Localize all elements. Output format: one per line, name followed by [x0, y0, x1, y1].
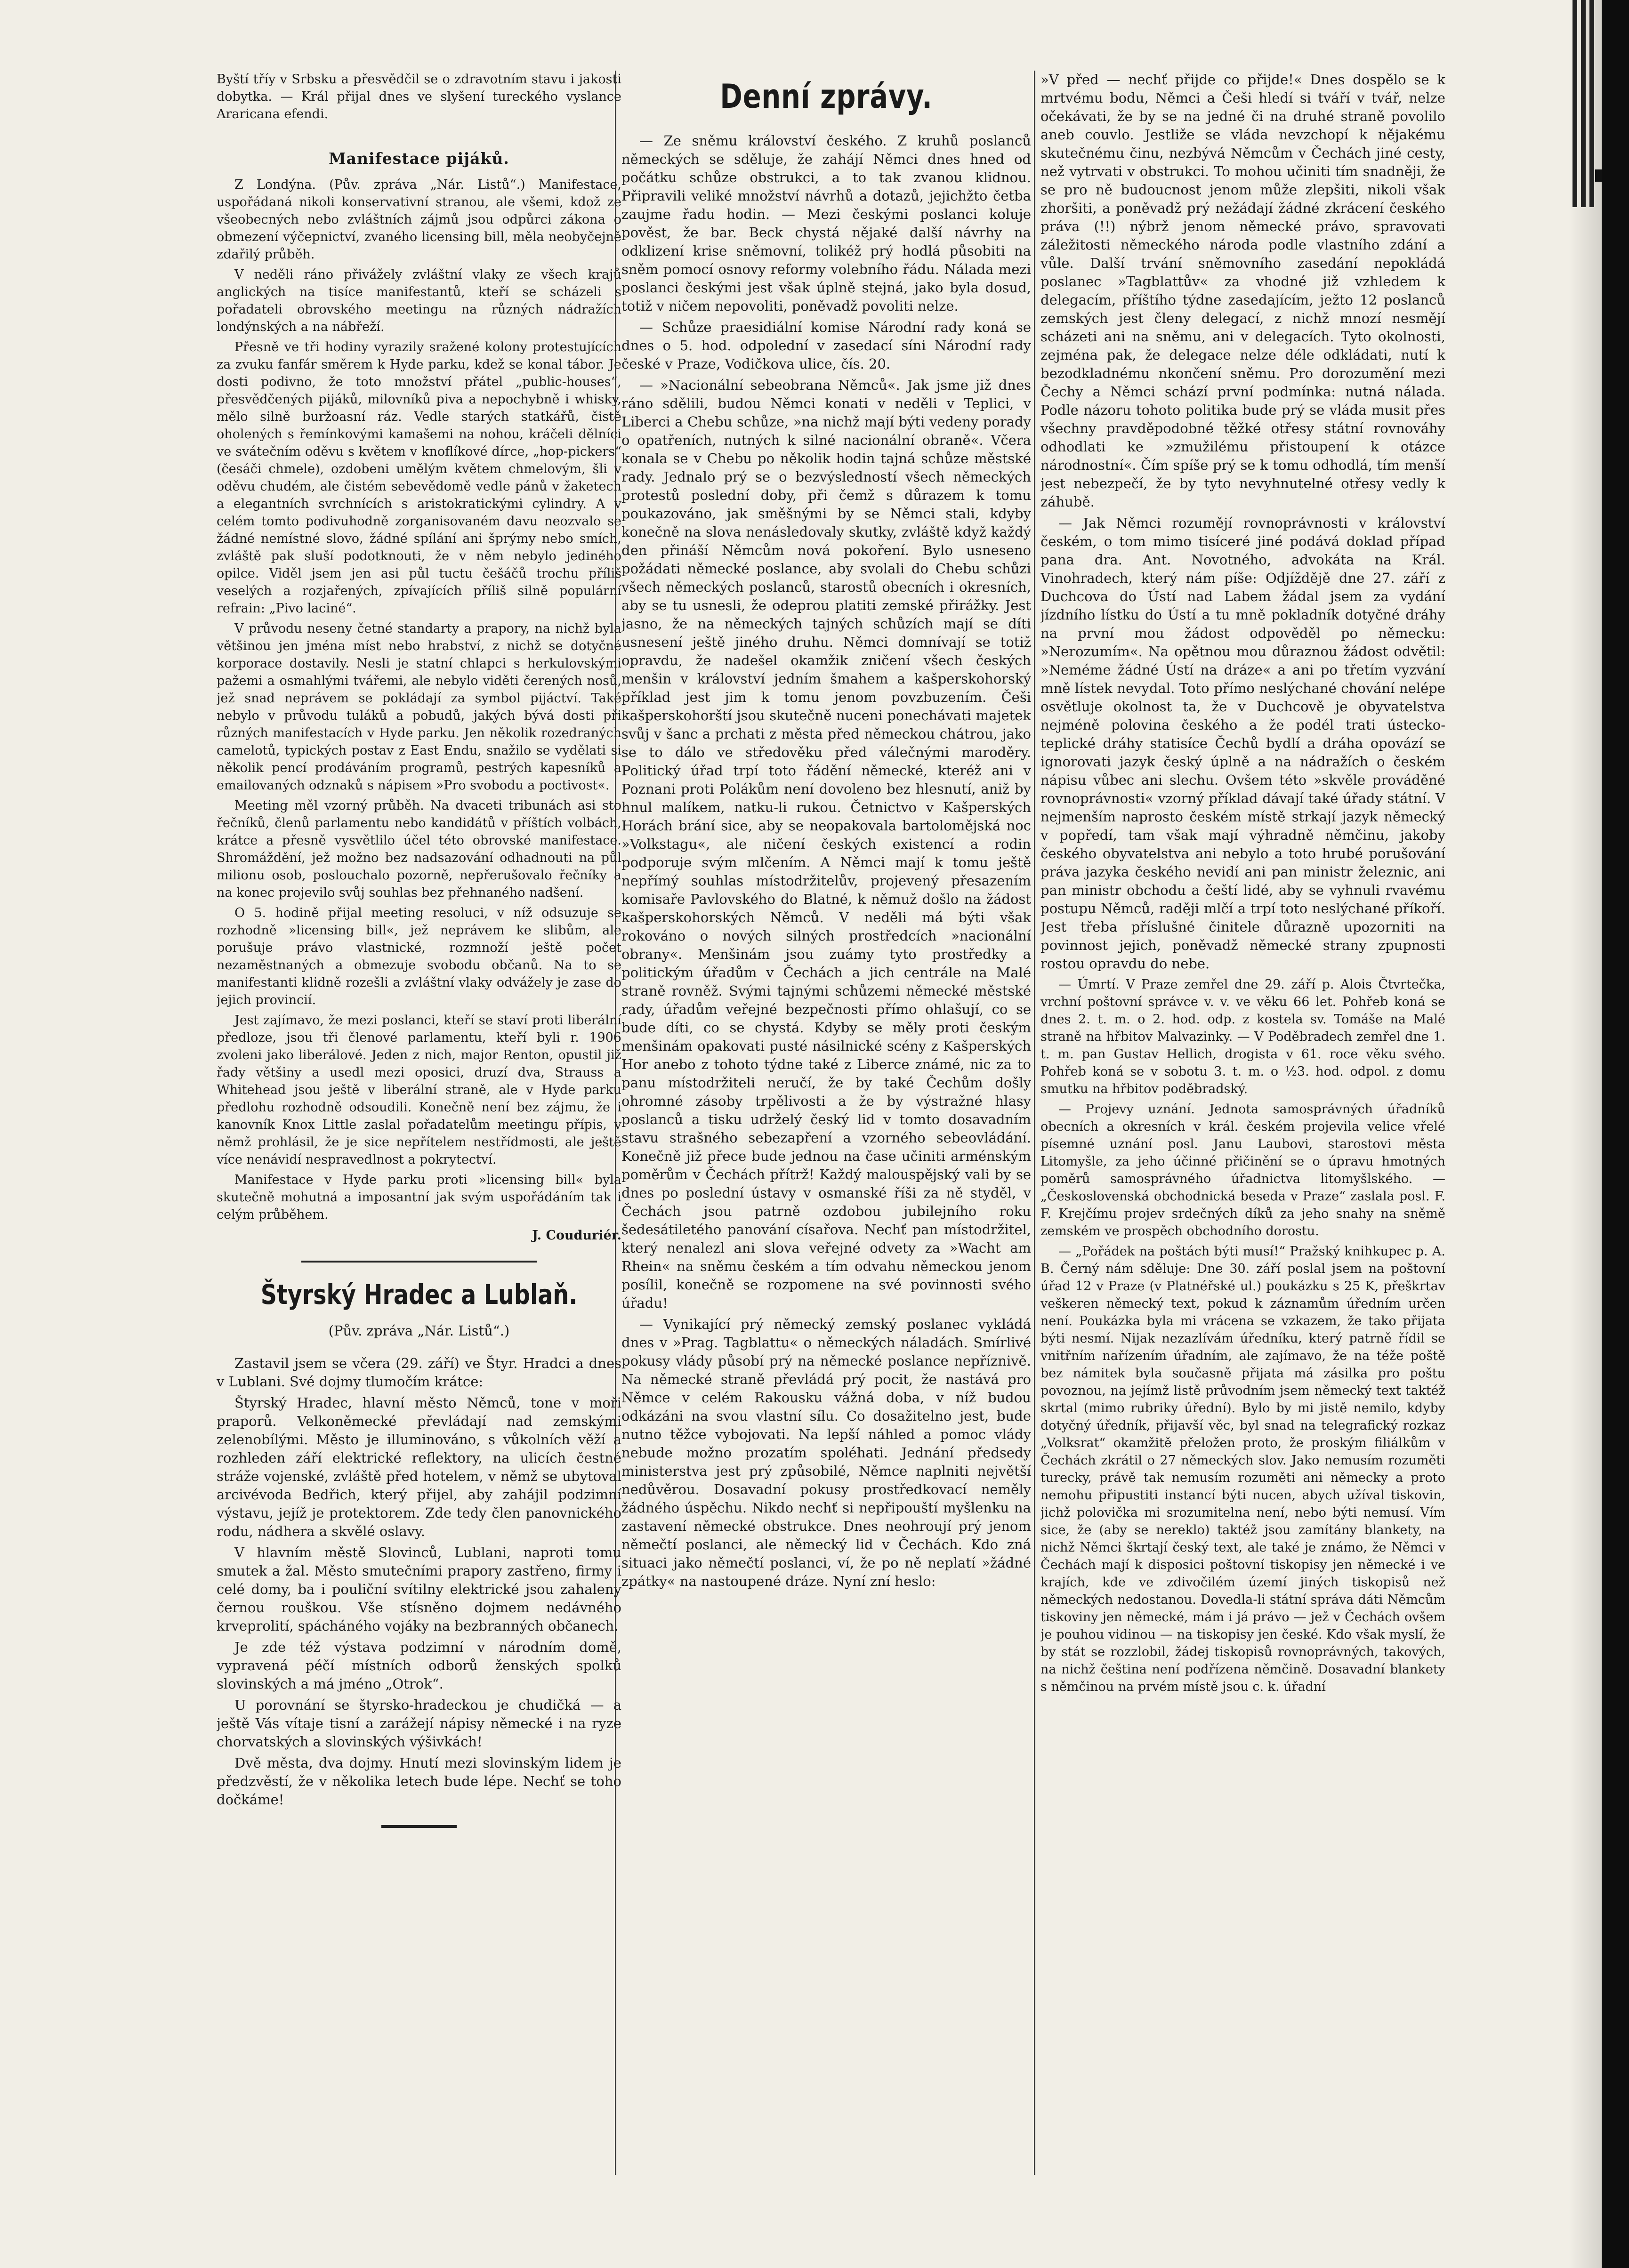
hradec-paragraph: Je zde též výstava podzimní v národním domě, vypravená péčí místních odborů ženských spolků slovinských a má jméno „Otrok“.: [217, 1639, 621, 1692]
news-paragraph: — „Pořádek na poštách býti musí!“ Pražský knihkupec p. A. B. Černý nám sděluje: Dne 30. září poslal jsem na poštovní úřad 12 v Praze (v Platnéřské ul.) poukázku s 25 K, přeškrtav veškeren německý text, pokud k záznamům úředním určen není. Poukázka byla mi vrácena se vzkazem, že tako přijata býti nesmí. Nijak nezazlívám úředníku, který patrně řídil se vnitřním nařízením úřadním, ale zajímavo, že na téže poště bez námitek byla současně přijata má zásilka pro poštu povoznou, na jejímž listě průvodním jsem německý text taktéž skrtal (mimo rubriky úřední). Bylo by mi jistě nemilo, kdyby dotyčný úředník, přijavší věc, byl snad na telegrafický rozkaz „Volksrat“ okamžitě přeložen proto, že proským filiálkům v Čechách zkrátil o 27 německých slov. Jako nemusím rozuměti turecky, právě tak nemusím rozuměti ani německy a proto nemohu připustiti instancí býti nucen, abych užíval tiskovin, jichž polovička mi srozumitelna není, nebo býti nemusí. Vím sice, že (aby se nereklo) taktéž jsou zamítány blankety, na nichž Němci škrtají český text, ale také je známo, že Němci v Čechách mají k disposici poštovní tiskopisy jen německé i ve krajích, kde ve zdivočilém území jiných tiskopisů než německých nedostanou. Dovedla-li státní správa dáti Němcům tiskoviny jen německé, mám i já právo — jež v Čechách ovšem je pouhou vidinou — na tiskopisy jen české. Kdo však myslí, že by stát se rozzlobil, žádej tiskopisů rovnoprávných, takových, na nichž čeština není podřízena němčině. Dosavadní blankety s němčinou na prvém místě jsou c. k. úřadní: [1040, 1244, 1445, 1694]
manifestace-paragraph: O 5. hodině přijal meeting resoluci, v níž odsuzuje se rozhodně »licensing bill«, jež neprávem ke slibům, ale porušuje právo vlastnické, rozmnoží ještě počet nezaměstnaných a obmezuje svobodu občanů. Na to se manifestanti klidně rozešli a zvláštní vlaky odvážely je zase do jejich provincií.: [217, 906, 621, 1007]
manifestace-paragraph: V průvodu neseny četné standarty a prapory, na nichž byla většinou jen jména míst nebo hrabství, z nichž se dotyčné korporace dostavily. Nesli je statní chlapci s herkulovskými pažemi a osmahlými tvářemi, ale nebylo viděti čerených nosů, jež snad neprávem se pokládají za symbol pijáctví. Také nebylo v průvodu tuláků a pobudů, jakých bývá dosti při různých manifestacích v Hyde parku. Jen několik rozedraných camelotů, typických postav z East Endu, snažilo se vydělati si několik pencí prodáváním programů, pestrých kapesníků a emailovaných odznaků s nápisem »Pro svobodu a poctivost«.: [217, 621, 621, 793]
news-paragraph: — Projevy uznání. Jednota samosprávných úřadníků obecních a okresních v král. českém projevila velice vřelé písemné uznání posl. Janu Laubovi, starostovi města Litomyšle, za jeho účinné přičinění se o úpravu hmotných poměrů samosprávného úřadnictva litomyšlského. — „Československá obchodnická beseda v Praze“ zaslala posl. F. F. Krejčímu projev srdečných díků za jeho snahy na sněmě zemském ve prospěch obchodního dorostu.: [1040, 1102, 1445, 1239]
manifestace-paragraph: Jest zajímavo, že mezi poslanci, kteří se staví proti liberální předloze, jsou tři členové parlamentu, kteří byli r. 1906 zvoleni jako liberálové. Jeden z nich, major Renton, opustil již řady většiny a usedl mezi oposici, druzí dva, Strauss a Whitehead jsou ještě v liberální straně, ale v Hyde parku předlohu rozhodně odsoudili. Konečně není bez zájmu, že i kanovník Knox Little zaslal pořadatelům meetingu přípis, v němž prohlásil, že je sice nepřítelem nestřídmosti, ale ještě více nenávidí nespravedlnost a pokrytectví.: [217, 1013, 621, 1167]
hradec-paragraph: V hlavním městě Slovinců, Lublani, naproti tomu smutek a žal. Město smutečními prapory zastřeno, firmy i celé domy, ba i pouliční svítilny elektrické jsou zahaleny černou rouškou. Vše stísněno dojmem nedávného krveprolití, spácháného vojáky na bezbranných občanech.: [217, 1544, 621, 1634]
manifestace-paragraph: Přesně ve tři hodiny vyrazily sražené kolony protestujících za zvuku fanfár směrem k Hyde parku, kdež se konal tábor. Je dosti podivno, že toto množství přátel „public-houses“, přesvědčených pijáků, milovníků piva a nepochybně i whisky, mělo silně buržoasní ráz. Vedle starých statkářů, čistě oholených s řemínkovými kamašemi na nohou, kráčeli dělníci ve svátečním oděvu s květem v knoflíkové dírce, „hop-pickers“ (česáči chmele), ozdobeni umělým květem chmelovým, šli v oděvu chudém, ale čistém sebevědomě vedle pánů v žaketech a elegantních svrchnících s aristokratickými cylindry. A v celém tomto podivuhodně zorganisovaném davu neozvalo se žádné nemístné slovo, žádné spílání ani šprýmy nebo smích, zvláště pak sluší podotknouti, že v něm nebylo jediného opilce. Viděl jsem jen asi půl tuctu češáčů trochu příliš veselých a rozjařených, zpívajících příliš silně populární refrain: „Pivo laciné“.: [217, 340, 621, 616]
news-paragraph: »V před — nechť přijde co přijde!« Dnes dospělo se k mrtvému bodu, Němci a Češi hledí si tváří v tvář, nelze očekávati, že by se na jedné či na druhé straně povolilo aneb couvlo. Jestliže se vláda nevzchopí k nějakému skutečnému činu, nezbývá Němcům v Čechách jiné cesty, než vytrvati v obstrukci. To mohou učiniti tím snadněji, že se pro ně budoucnost jenom může zlepšiti, nikoli však zhoršiti, a poněvadž prý nežádají žádné zkrácení českého práva (!!) nýbrž jenom německé právo, spravovati záležitosti německého národa podle vlastního zdání a vůle. Další trvání sněmovního zasedání nepokládá poslanec »Tagblattův« za vhodné již vzhledem k delegacím, příštího týdne zasedajícím, ježto 12 poslanců zemských jest členy delegací, z nichž mnozí nesmějí scházeti ani na sněmu, ani v delegacích. Tyto okolnosti, zejména pak, že delegace nelze déle odkládati, nutí k bezodkladnému nkončení sněmu. Pro dorozumění mezi Čechy a Němci schází první podmínka: nutná nálada. Podle názoru tohoto politika bude prý se vláda musit přes všechny pravděpodobné těžké otřesy státní rovnováhy odhodlati ke »zmužilému přistoupení k otázce národnostní«. Čím spíše prý se k tomu odhodlá, tím menší jest nebezpečí, že by tyto nevyhnutelné otřesy vedly k záhubě.: [1040, 72, 1445, 510]
news-paragraph: — »Nacionální sebeobrana Němců«. Jak jsme již dnes ráno sdělili, budou Němci konati v neděli v Teplici, v Liberci a Chebu schůze, »na nichž mají býti vedeny porady o opatřeních, nutných k silné nacionální obraně«. Včera konala se v Chebu po několik hodin tajná schůze městské rady. Jednalo prý se o bezvýsledností všech německých protestů poslední doby, při čemž s důrazem k tomu poukazováno, jak směšnými by se Němci stali, kdyby konečně na slova nenásledovaly skutky, zvláště když každý den přináší Němcům nová pokoření. Bylo usneseno požádati německé poslance, aby svolali do Chebu schůzi všech německých poslanců, starostů obecních i okresních, aby se tu usnesli, že odeprou platiti zemské přirážky. Jest jasno, že na německých tajných schůzích mají se díti usnesení ještě jiného druhu. Němci domnívají se totiž opravdu, že nadešel okamžik zničení všech českých menšin v království jedním šmahem a kašperskohorský příklad jest jim k tomu jenom povzbuzením. Češi kašperskohorští jsou skutečně nuceni ponechávati majetek svůj v šanc a prchati z města před německou chátrou, jako se to dálo ve středověku před válečnými maroděry. Politický úřad trpí toto řádění německé, kteréž ani v Poznani proti Polákům není dovoleno bez hlesnutí, aniž by hnul malíkem, natku-li rukou. Četnictvo v Kašperských Horách brání sice, aby se neopakovala bartolomějská noc »Volkstagu«, ale ničení českých existencí a rodin podporuje svým mlčením. A Němci mají k tomu ještě nepřímý souhlas místodržitelův, projevený přesazením komisaře Pavlovského do Blatné, k němuž došlo na žádost kašperskohorských Němců. V neděli má býti však rokováno o nových silných prostředcích »nacionální obrany«. Menšinám jsou zuámy tyto prostředky a politickým úřadům v Čechách a jich centrále na Malé straně rovněž. Svými tajnými schůzemi německé městské rady, úřadům veřejné bezpečnosti přímo ohlašují, co se bude díti, co se chystá. Kdyby se měly proti českým menšinám opakovati pusté násilnické scény z Kašperských Hor anebo z tohoto týdne také z Liberce známé, nic za to panu místodržiteli neručí, že by také Čechům došly ohromné zásoby trpělivosti a že by výstražné hlasy poslanců a tisku udrželý český lid v tomto dosavadním stavu strašného sebezapření a vzorného sebeovládání. Konečně již přece bude jednou na čase učiniti arménským poměrům v Čechách přítrž! Každý malouspějský vali by se dnes po poslední ústavy v osmanské říši za ně styděl, v Čechách jsou patrně ozdobou jubilejního roku šedesátiletého panování císařova. Nechť pan místodržitel, který nenalezl ani slova veřejné odvety za »Wacht am Rhein« na sněmu českém a tím odvahu německou jenom posílil, konečně se rozpomene na své povinnosti svého úřadu!: [621, 377, 1031, 1311]
obituary-paragraph: — Úmrtí. V Praze zemřel dne 29. září p. Alois Čtvrtečka, vrchní poštovní správce v. v. ve věku 66 let. Pohřeb koná se dnes 2. t. m. o 2. hod. odp. z kostela sv. Tomáše na Malé straně na hřbitov Malvazinky. — V Poděbradech zemřel dne 1. t. m. pan Gustav Hellich, drogista v 61. roce věku svého. Pohřeb koná se v sobotu 3. t. m. o ½3. hod. odpol. z domu smutku na hřbitov poděbradský.: [1040, 977, 1445, 1096]
manifestace-paragraph: Meeting měl vzorný průběh. Na dvaceti tribunách asi sto řečníků, členů parlamentu nebo kandidátů v příštích volbách, krátce a přesně vysvětlilo účel této obrovské manifestace. Shromáždění, jež možno bez nadsazování odhadnouti na půl milionu osob, poslouchalo pozorně, nepřerušovalo řečníky a na konec projevilo svůj souhlas bez přehnaného nadšení.: [217, 798, 621, 900]
article-continuation: Byští tříy v Srbsku a přesvědčil se o zdravotním stavu i jakosti dobytka. — Král přijal dnes ve slyšení tureckého vyslance Araricana efendi.: [217, 72, 621, 121]
scan-edge-tab: [1595, 169, 1602, 182]
column-left: [217, 71, 621, 2175]
manifestace-paragraph: Z Londýna. (Pův. zpráva „Nár. Listů“.) Manifestace, uspořádaná nikoli konservativní stranou, ale všemi, kdož ze všeobecných nebo zvláštních zájmů jsou odpůrci zákona o obmezení výčepnictví, zvaného licensing bill, měla neobyčejně zdařilý průběh.: [217, 177, 621, 262]
column-rule-2: [1034, 71, 1035, 2175]
manifestace-paragraph: Manifestace v Hyde parku proti »licensing bill« byla skutečně mohutná a imposantní jak svým uspořádáním tak i celým průběhem.: [217, 1173, 621, 1222]
section-divider: [301, 1261, 537, 1263]
news-paragraph: — Schůze praesidiální komise Národní rady koná se dnes o 5. hod. odpolední v zasedací síni Národní rady české v Praze, Vodičkova ulice, čís. 20.: [621, 319, 1031, 372]
manifestace-heading: Manifestace pijáků.: [329, 149, 509, 168]
denni-zpravy-heading: Denní zprávy.: [720, 77, 933, 116]
hradec-paragraph: Štyrský Hradec, hlavní město Němců, tone v moři praporů. Velkoněmecké převládají nad zemskými zelenobílými. Město je illuminováno, s vůkolních věží a rozhleden září elektrické reflektory, na ulicích čestné stráže vojenské, zvláště před hotelem, v němž se ubytoval arcivévoda Bedřich, který přijel, aby zahájil podzimní výstavu, jejíž je protektorem. Zde tedy člen panovnického rodu, nádhera a skvělé oslavy.: [217, 1395, 621, 1539]
scan-binder-edge: [1602, 0, 1629, 2268]
hradec-source: (Pův. zpráva „Nár. Listů“.): [328, 1323, 510, 1339]
article-signature: J. Couduriér.: [532, 1228, 621, 1243]
manifestace-paragraph: V neděli ráno přivážely zvláštní vlaky ze všech krajů anglických na tisíce manifestantů, kteří se scházeli s pořadateli obrovského meetingu na různých nádražích londýnských a na nábřeží.: [217, 267, 621, 334]
hradec-paragraph: Zastavil jsem se včera (29. září) ve Štyr. Hradci a dnes v Lublani. Své dojmy tlumočím krátce:: [217, 1355, 621, 1390]
column-right: [1040, 71, 1445, 2175]
hradec-heading: Štyrský Hradec a Lublaň.: [260, 1279, 578, 1311]
news-paragraph: — Ze sněmu království českého. Z kruhů poslanců německých se sděluje, že zahájí Němci dnes hned od počátku schůze obstrukci, a to tak zvanou klidnou. Připravili veliké množství návrhů a dotazů, jejichžto četba zaujme řadu hodin. — Mezi českými poslanci koluje pověst, že bar. Beck chystá nějaké další návrhy na odklizení krise sněmovní, tolikéž prý hodlá působiti na sněm pomocí osnovy reformy volebního řádu. Nálada mezi poslanci českými jest však úplně stejná, jako byla dosud, totiž v ničem nepovoliti, poněvadž povoliti nelze.: [621, 133, 1031, 314]
news-paragraph: — Vynikající prý německý zemský poslanec vykládá dnes v »Prag. Tagblattu« o německých náladách. Smírlivé pokusy vlády působí prý na německé poslance nepříznivě. Na německé straně převládá prý pocit, že nastává pro Němce v celém Rakousku vážná doba, v níž budou odkázáni na svou vlastní sílu. Co dosažitelno jest, bude nutno těžce vybojovati. Na lepší náhled a pomoc vlády nebude možno prozatím spoléhati. Jednání předsedy ministerstva jest prý způsobilé, Němce naplniti největší nedůvěrou. Dosavadní pokusy prostředkovací neměly žádného úspěchu. Nikdo nechť si nepřipouští myšlenku na zastavení německé obstrukce. Dnes neohroují prý jenom němečtí poslanci, ale německý lid v Čechách. Kdo zná situaci jako němečtí poslanci, ví, že po ně neplatí »žádné zpátky« na nastoupené dráze. Nyní zní heslo:: [621, 1316, 1031, 1589]
hradec-paragraph: U porovnání se štyrsko-hradeckou je chudičká — a ještě Vás vítaje tisní a zarážejí nápisy německé i na ryze chorvatských a slovinských výšivkách!: [217, 1697, 621, 1750]
column-middle: [621, 71, 1031, 2175]
scan-edge-shadow: [1569, 0, 1602, 2268]
news-paragraph: — Jak Němci rozumějí rovnoprávnosti v království českém, o tom mimo tisíceré jiné podává doklad případ pana dra. Ant. Novotného, advokáta na Král. Vinohradech, který nám píše: Odjíždějě dne 27. září z Duchcova do Ústí nad Labem žádal jsem za vydání jízdního lístku do Ústí a tu mně pokladník dotyčné dráhy na první mou žádost odpověděl po německu: »Nerozumím«. Na opětnou mou důraznou žádost odvětil: »Neméme žádné Ústí na dráze« a ani po třetím vyzvání mně lístek nevydal. Toto přímo neslýchané chování nelépe osvětluje okolnost ta, že v Duchcově je obyvatelstva nejméně polovina českého a že podél trati ústecko-teplické dráhy statisíce Čechů bydlí a dráha opovází se ignorovati jazyk český úplně a na nádražích o českém nápisu vůbec ani slechu. Ovšem této »skvěle prováděné rovnoprávnosti« vzorný příklad dávají také úřady státní. V nejmenším naprosto českém místě strkají jazyk německý v popředí, tam však mají výhradně němčinu, jakoby českého obyvatelstva ani nebylo a toto hrubé porušování práva jazyka českého nevidí ani pan ministr železnic, ani pan ministr obchodu a čeští lidé, aby se vyhnuli rvavému postupu Němců, raději mlčí a trpí toto neslýchané příkoří. Jest třeba příslušné činitele důrazně upozorniti na povinnost jejich, poněvadž německé strany zpupnosti rostou opravdu do nebe.: [1040, 515, 1445, 972]
end-ornament: [381, 1825, 457, 1828]
hradec-paragraph: Dvě města, dva dojmy. Hnutí mezi slovinským lidem je předzvěstí, že v několika letech bude lépe. Nechť se toho dočkáme!: [217, 1755, 621, 1808]
